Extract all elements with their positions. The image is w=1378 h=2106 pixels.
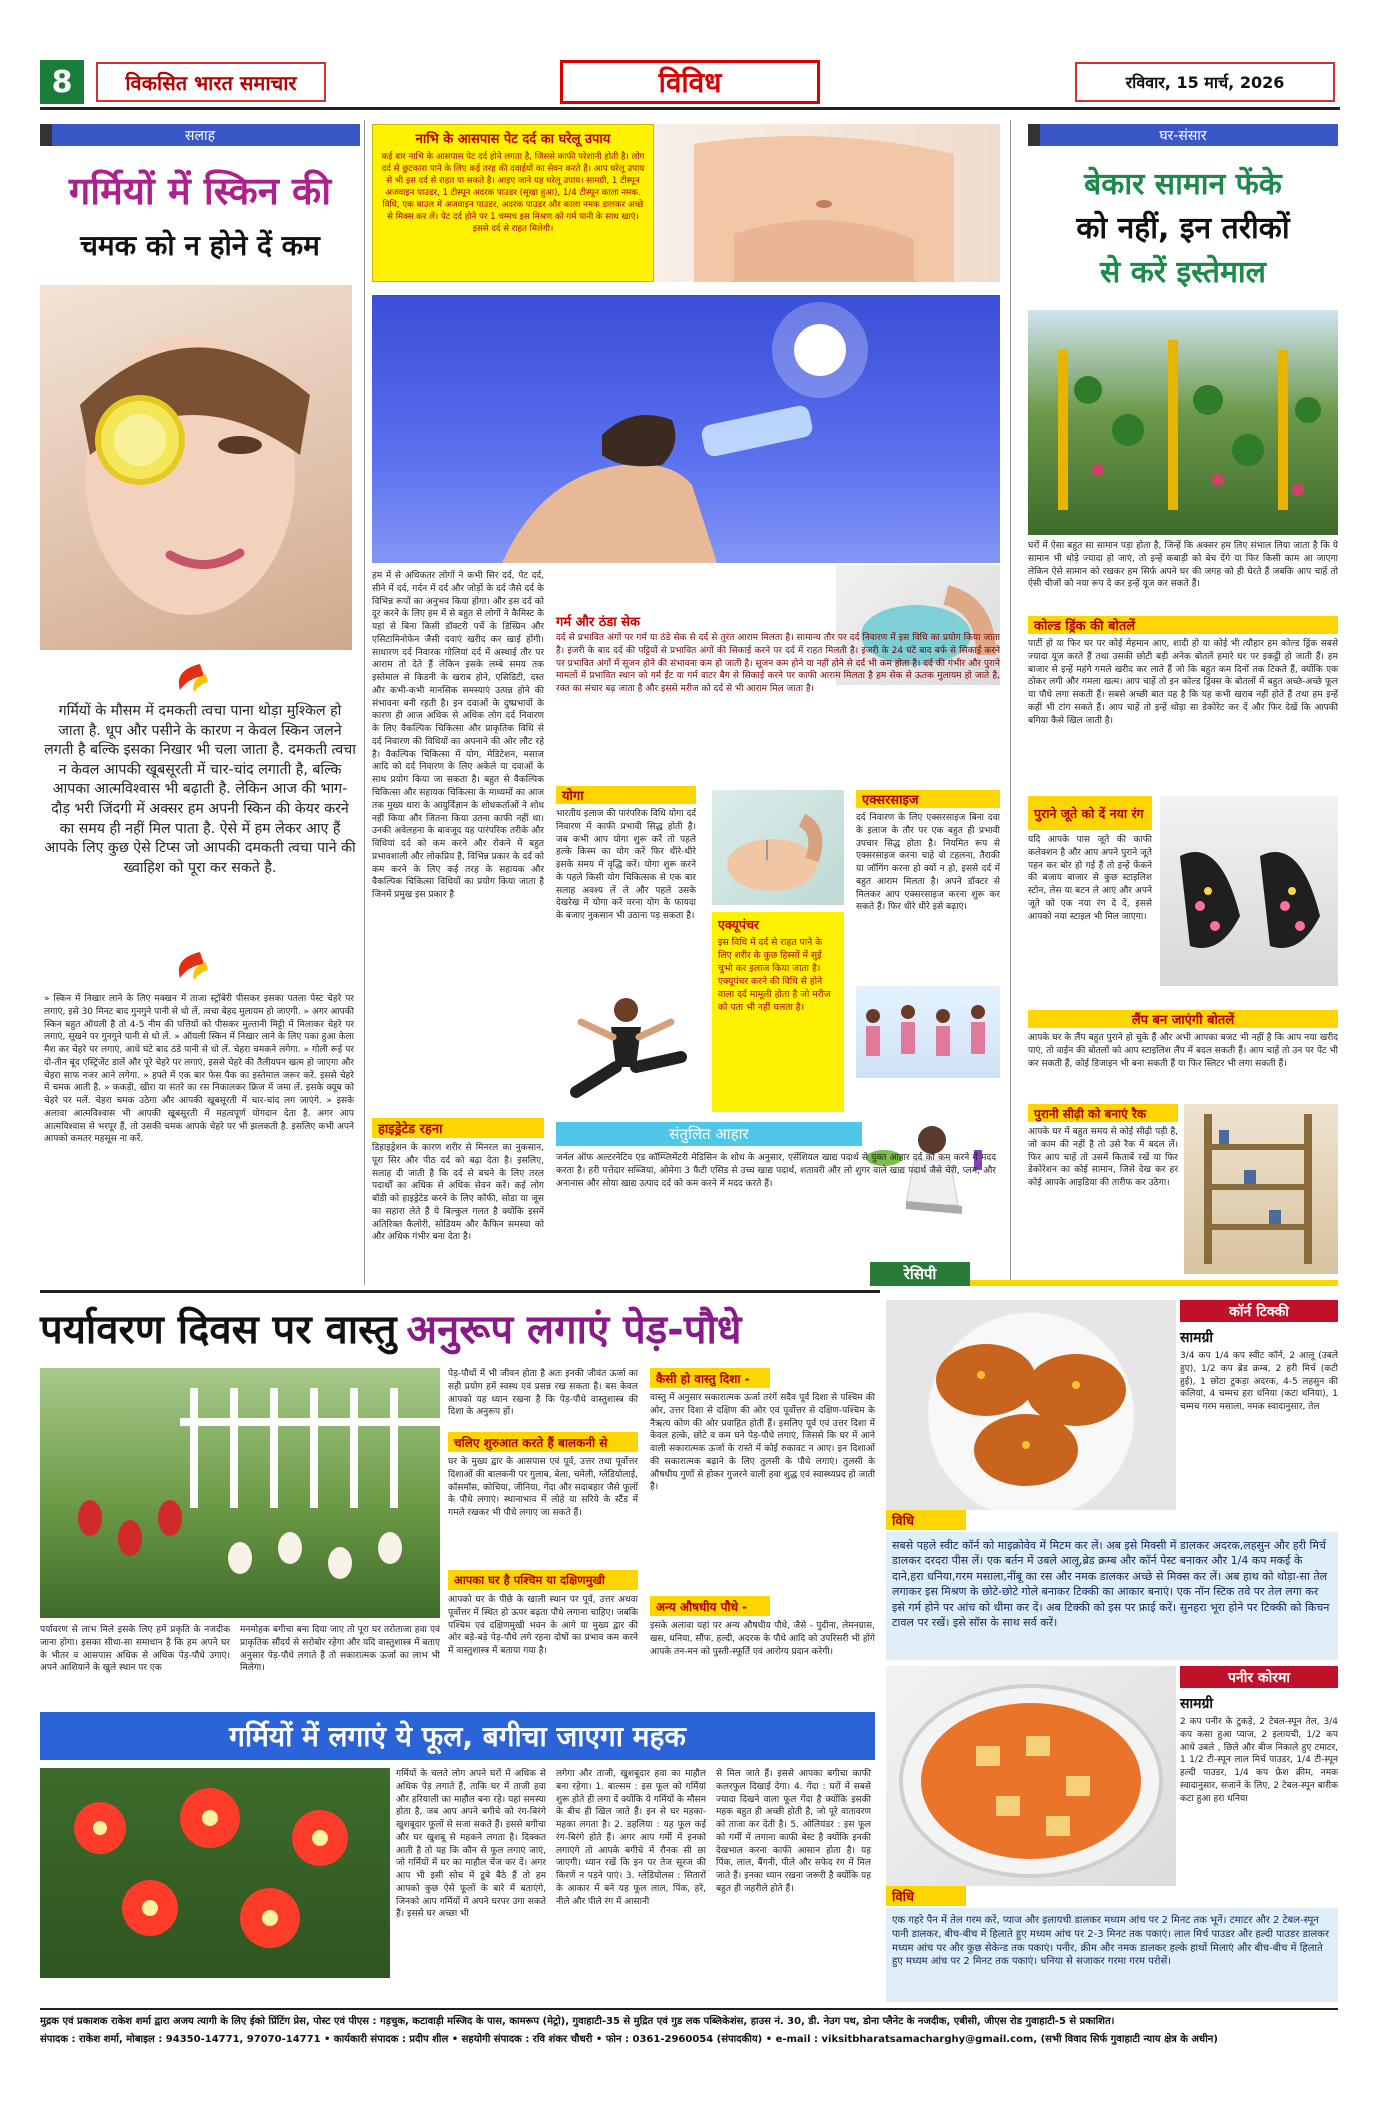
corn-tikki-ingredients-heading: सामग्री: [1180, 1330, 1213, 1346]
lamp-bottles-heading: लैंप बन जाएंगी बोतलें: [1028, 1010, 1338, 1028]
vastu-direction-body: वास्तु में अनुसार सकारात्मक ऊर्जा तरंगें सदैव पूर्व दिशा से पश्चिम की ओर, उत्तर दिशा से दक्षिण की ओर एवं पूर्वोत्तर से दक्षिण-पश्चिम के नैऋत्य कोण की ओर प्रवाहित होती हैं। इसलिए पूर्व एवं उत्तर दिशा में केवल हल्के, छोटे व कम घने पेड़-पौधे लगाएं, जिससे कि घर में आने वाली सकारात्मक ऊर्जा के रास्ते में कोई रुकावट न आए। इन दिशाओं की सकारात्मक बढ़ाने के लिए तुलसी के पौधे लगाएं। तुलसी के औषधीय गुणों से होकर गुजरने वाली हवा शुद्ध एवं स्वास्थ्यप्रद हो जाती है।: [650, 1393, 875, 1493]
waste-headline-3: से करें इस्तेमाल: [1099, 255, 1267, 290]
corn-tikki-title: कॉर्न टिक्की: [1180, 1300, 1338, 1322]
column-divider: [1010, 120, 1011, 1285]
old-shoes-heading: पुराने जूते को दें नया रंग: [1028, 796, 1152, 830]
balcony-heading: चलिए शुरुआत करते हैं बालकनी से: [448, 1432, 638, 1452]
drinking-water-photo: [372, 295, 1000, 563]
diet-heading: संतुलित आहार: [556, 1122, 862, 1146]
acupuncture-box: [712, 912, 844, 1112]
hot-cold-body: दर्द से प्रभावित अंगों पर गर्म या ठंडे सेक से दर्द से तुरंत आराम मिलता है। सामान्य तौर पर दर्द निवारण में इस विधि का प्रयोग किया जाता है। इंजरी के बाद दर्द की पट्टियों से प्रभावित अंगों की सिकाई करने पर दर्द में राहत मिलती है। इंजरी के 24 घंटे बाद बर्फ से सिकाई करने पर प्रभावित अंगों में सूजन होने की संभावना कम हो जाती है। सूजन कम होने या नहीं होने से दर्द भी कम होता है। दर्द की गंभीर और पुराने मामलों में प्रभावित स्थान को गर्म ईंट या गर्म वाटर बैग से सिकाई करने पर काफी आराम मिलता है हम सेक से ऊतक मुलायम हो जाते है, रक्त का संचार बढ़ जाता है और इससे मरीज को दर्द से भी आराम मिल जाता है।: [556, 633, 1000, 695]
skin-headline-1: गर्मियों में स्किन की: [68, 169, 332, 213]
diet-body: जर्नल ऑफ अल्टरनेटिव एंड कॉम्प्लिमेंटरी मेडिसिन के शोध के अनुसार, एसेंशियल खाद्य पदार्थ से युक्त आहार दर्द को कम करने में मदद करता है। हरी पत्तेदार सब्जियां, ओमेगा 3 फैटी एसिड से उच्च खाद्य पदार्थ, शतावरी और लो शुगर वाले खाद्य पदार्थ जैसे चेरी, प्लम, और अनानास और सोया खाद्य उत्पाद दर्द को कम करने में मदद करते हैं।: [556, 1153, 996, 1189]
flowers-col2: लगेगा और ताजी, खुशबूदार हवा का माहौल बना रहेगा। 1. बाल्सम : इस फूल को गर्मियां शुरू होते ही लगा दें क्योंकि ये गर्मियों के मौसम के बीच ही खिल जाते हैं। इन से घर महका-महका लगता है। 2. डहलिया : यह फूल कई रंग-बिरंगे होते हैं। अगर आप गर्मी में इनको लगाएंगे तो आपके बगीचे में रौनक सी छा जाएगी। ध्यान रखें कि इन पर तेज सूरज की किरणें न पड़ने पाएं। 3. ग्लेडियोलस : सितारों के आकार में बने यह फूल लाल, पिंक, हरे, नीले और पीले रंग में आसानी: [556, 1769, 706, 1907]
flowers-col1: गर्मियों के चलते लोग अपने घरों में अधिक से अधिक पेड़ लगाते हैं, ताकि घर में ताजी हवा और हरियाली का माहौल बना रहे। यहां समस्या होता है, जब आप अपने बगीचे को रंग-बिरंगे खुशबूदार फूलों से सजा सकते हैं। इससे बगीचा और घर खुशबू से महकने लगता है। दिक्कत आती है तो यह कि कौन से फूल लगाएं जाएं, जो गर्मियों में घर का माहौल चेंज कर दें। अगर आप भी इसी सोच में डूबे बैठे हैं तो हम आपको कुछ ऐसे फूलों के बारे में बताएंगे, जिनको आप गर्मियों में अपने घरपर उगा सकते हैं। इससे घर अच्छा भी: [396, 1769, 546, 1920]
column-divider: [364, 120, 365, 1285]
paneer-korma-method-heading: विधि: [886, 1886, 966, 1906]
exercise-heading: एक्सरसाइज: [856, 790, 1000, 808]
ladder-rack-heading: पुरानी सीढ़ी को बनाएं रैक: [1028, 1104, 1178, 1122]
hydration-heading: हाइड्रेटेड रहना: [372, 1118, 544, 1138]
decorated-shoes-photo: [1160, 796, 1338, 986]
corn-tikki-ingredients: 3/4 कप 1/4 कप स्वीट कॉर्न, 2 आलू (उबले हुए), 1/2 कप ब्रेड क्रम्ब, 2 हरी मिर्च (कटी हुई), 1 छोटा टुकड़ा अदरक, 4-5 लहसुन की कलियां, 4 चम्मच हरा धनिया (कटा धनिया), 1 चम्मच गरम मसाला, नमक स्वादानुसार, तेल: [1180, 1351, 1338, 1413]
vastu-col3: पेड़-पौधों में भी जीवन होता है अतः इनकी जीवंत ऊर्जा का सही प्रयोग हमें स्वस्थ एवं प्रसन्न रख सकता है। बस केवल आपको यह ध्यान रखना है कि पेड़-पौधे वास्तुशास्त्र की दिशा के अनुरूप हों।: [448, 1369, 638, 1418]
skin-tips-body: » स्किन में निखार लाने के लिए मक्खन में ताजा स्ट्रॉबेरी पीसकर इसका पतला पेस्ट चेहरे पर लगाएं, इसे 30 मिनट बाद गुनगुने पानी से धो लें, त्वचा बेहद मुलायम हो जाएगी. » अगर आपकी स्किन बहुत ऑयली है तो 4-5 नीम की पत्तियों को पीसकर मुल्तानी मिट्टी में मिलाकर चेहरे पर लगाएं, सूखने पर गुनगुने पानी से धो लें. » ऑयली स्किन में निखार लाने के लिए पका हुआ केला मैश कर चेहरे पर लगाएं, आधे घंटे बाद ठंडे पानी से धो लें. चेहरा चमकने लगेगा. » गोली रूई पर दो-तीन बूंद एस्ट्रिंजेंट डालें और पूरे चेहरे पर लगाएं, इससे चेहरे की तैलीयपन खत्म हो जाएगा और चेहरा साफ नजर आने लगेगा. » हफ्ते में एक बार फेस पैक का इस्तेमाल जरूर करें. इससे चेहरे में चमक आती है. » ककड़ी, खीरा या संतरे का रस निकालकर फ्रिज में जमा लें. इसके क्यूब को चेहरे पर मलें. चेहरा चमक उठेगा और आपकी खूबसूरती में चार-चांद लग जाएंगे. » इसके अलावा आत्मविश्वास भी आपकी खूबसूरती में महत्वपूर्ण योगदान देता है. अगर आप आत्मविश्वास से भरपूर हैं, तो उसकी चमक आपके चेहरे पर भी झलकती है. इसलिए कभी अपने आपको कमतर महसूस ना करें.: [44, 994, 354, 1145]
yoga-body: भारतीय इलाज की पारंपरिक विधि योगा दर्द निवारण में काफी प्रभावी सिद्ध होती है। जब कभी आप योगा शुरू करें तो पहले हल्के किस्म का योग करें फिर धीरे-धीरे इसके समय में वृद्धि करें। योगा शुरू करने के पहले किसी योग चिकित्सक से एक बार सलाह अवश्य लें ले और पहले उसके देखरेख में योगा करें वरना योग के फायदा के बजाए नुकसान भी उठाना पड़ सकता है।: [556, 809, 696, 922]
skin-intro: गर्मियों के मौसम में दमकती त्वचा पाना थोड़ा मुश्किल हो जाता है. धूप और पसीने के कारण न केवल स्किन जलने लगती है बल्कि इसका निखार भी चला जाता है. दमकती त्वचा न केवल आपकी खूबसूरती में चार-चांद लगाती है, बल्कि आपका आत्मविश्वास भी बढ़ाती है. लेकिन आज की भाग-दौड़ भरी जिंदगी में अक्सर हम अपनी स्किन की केयर करने का समय ही नहीं मिल पाता है. ऐसे में हम लेकर आए हैं आपके लिए कुछ ऐसे टिप्स जो आपकी दमकती त्वचा पाने की ख्वाहिश को पूरा कर सकते है.: [44, 703, 356, 876]
stomach-pain-photo: [654, 124, 1000, 282]
navel-body: कई बार नाभि के आसपास पेट दर्द होने लगता है, जिससे काफी परेशानी होती है। लोग दर्द से छुटकारा पाने के लिए कई तरह की दवाईयों का सेवन करते है। आप घरेलू उपाय से भी इस दर्द से राहत पा सकते है। आइए जाने यह घरेलू उपाय। सामग्री, 1 टीस्पून अजवाइन पाउडर, 1 टीस्पून अदरक पाउडर (सूखा हुआ), 1/4 टीस्पून काला नमक. विधि, एक बाउल में अजवाइन पाउडर, अदरक पाउडर और काला नमक डालकर अच्छे से मिक्स कर लें। पेट दर्द होने पर 1 चम्मच इस मिश्रण को गर्म पानी के साथ खाएं। इससे दर्द से राहत मिलेगी।: [381, 152, 645, 235]
footer-imprint: मुद्रक एवं प्रकाशक राकेश शर्मा द्वारा अजय त्यागी के लिए ईको प्रिंटिंग प्रेस, पोस्ट एवं पीएस : गड़चुक, कटावाड़ी मस्जिद के पास, कामरूप (मेट्रो), गुवाहाटी-35 से मुद्रित एवं गुड लक पब्लिकेशंस, हाउस नं. 30, डी. नेउग पथ, डोना प्लैनेट के नजदीक, एबीसी, जीएस रोड गुवाहाटी-5 से प्रकाशित।: [40, 2016, 1115, 2027]
woman-lemon-photo: [40, 285, 352, 650]
section-rule: [40, 1290, 880, 1293]
medicinal-plants-heading: अन्य औषधीय पौधे -: [650, 1596, 770, 1616]
tulip-garden-photo: [40, 1368, 440, 1618]
navel-remedy-box: [372, 124, 654, 282]
pain-relief-intro: हम में से अधिकतर लोगों ने कभी सिर दर्द, पेट दर्द, सीने में दर्द, गर्दन में दर्द और जोड़ों के दर्द जैसे दर्द के विभिन्न रूपों का अनुभव किया होगा। और इस दर्द को दूर करने के लिए हम में से बहुत से लोगों ने कैमिस्ट के यहां से बिना किसी डॉक्टरी पर्चे के डिस्प्रिन और एसिटामिनोफेन जैसी दवाएं खरीद कर खाई होंगी। साधारण दर्द निवारक गोलियां दर्द में अस्थाई तौर पर आराम तो देते हैं लेकिन इसके लम्बे समय तक इस्तेमाल से किडनी के खराब होने, एसिडिटी, दस्त और कभी-कभी मानसिक समस्याएं उत्पन्न होने की संभावना बनी रहती है। इन दवाओं के दुष्प्रभावों के कारण ही आज अधिक से अधिक लोग दर्द निवारण के लिए वैकल्पिक चिकित्सा और प्राकृतिक विधि से दर्द निवारण की विधियों का अपनाने की ओर लौट रहे है। वैकल्पिक चिकित्सा में योग, मेडिटेशन, मसाज आदि को दर्द निवारण के लिए अकेले या दवाओं के साथ प्रयोग किया जा सकता है। बहुत से वैकल्पिक चिकित्सा और सहायक चिकित्सा के माध्यमों का आज तक मुख्य धारा के आयुर्विज्ञान के शोधकर्ताओं ने शोध नहीं किया और जितना किया उतना काफी नहीं था। उनकी अवेलहना के बावजूद यह पारंपरिक तरीके और विधियां दर्द को कम करने और रोकने में बहुत प्रभावशाली और लोकप्रिय है, विभिन्न प्रकार के दर्द को कम करने के लिए कई तरह के सहायक और वैकल्पिक चिकित्सा विधियों का प्रयोग किया जाता है जिनमें प्रमुख इस प्रकार है: [372, 571, 544, 901]
corn-tikki-photo: [886, 1300, 1176, 1510]
west-south-body: आपको घर के पीछे के खाली स्थान पर पूर्व, उत्तर अथवा पूर्वोत्तर में स्थित हो ऊपर बढ़ता पौधे लगाना चाहिए। जबकि पश्चिम एवं दक्षिणमुखी भवन के आगे या मुख्य द्वार की ओर बड़े-बड़े पेड़-पौधे लगे रहना दोषों का प्रभाव कम करने में वास्तुशास्त्र में बताया गया है।: [448, 1595, 638, 1657]
vastu-intro-col1: पर्यावरण से लाभ मिले इसके लिए हमें प्रकृति के नजदीक जाना होगा। इसका सीधा-सा समाधान है कि हम अपने घर के भीतर व आसपास अधिक से अधिक पेड़-पौधे उगाएं। अपने आशियाने के खुले स्थान पर एक: [40, 1625, 230, 1674]
balcony-body: घर के मुख्य द्वार के आसपास एवं पूर्व, उत्तर तथा पूर्वोत्तर दिशाओं की बालकनी पर गुलाब, बेला, चमेली, ग्लेडियोलाई, कॉसमॉस, कोचिया, जीनिया, गेंदा और सदाबहार जैसे फूलों के पौधे लगाएं। स्थानाभाव में लोहे या सरिये के स्टैंड में गमले रखकर भी पौधे लगाए जा सकते हैं।: [448, 1457, 638, 1519]
yoga-pose-photo: [556, 982, 696, 1112]
label-marker: [40, 124, 52, 146]
acupuncture-heading: एक्यूपंचर: [718, 917, 760, 932]
waste-headline-2: को नहीं, इन तरीकों: [1076, 211, 1290, 246]
skin-section-label: सलाह: [40, 124, 360, 146]
paneer-korma-photo: [886, 1666, 1176, 1886]
flowers-col3: से मिल जाते हैं। इससे आपका बगीचा काफी कलरफुल दिखाई देगा। 4. गेंदा : घरों में सबसे ज्यादा दिखने वाला फूल गेंदा है क्योंकि इसकी महक बहुत ही अच्छी होती है, जो पूरे वातावरण को ताजा कर देती है। 5. ओलियंडर : इस फूल को गर्मी में लगाना काफी बेस्ट है क्योंकि इनकी देखभाल करना काफी आसान होता है। यह पिंक, लाल, बैंगनी, पीले और सफेद रंग में मिल जाते हैं। इनका ध्यान रखना जरूरी है क्योंकि यह बहुत ही जहरीले होते हैं।: [716, 1769, 871, 1894]
paneer-korma-ingredients-heading: सामग्री: [1180, 1696, 1213, 1712]
vastu-headline-part-2: अनुरूप लगाएं पेड़-पौधे: [406, 1306, 742, 1353]
decorative-swirl-icon: [170, 948, 210, 982]
corn-tikki-method: सबसे पहले स्वीट कॉर्न को माइक्रोवेव में मिटम कर लें। अब इसे मिक्सी में डालकर अदरक,लहसुन और हरी मिर्च डालकर दरदरा पीस लें। एक बर्तन में उबले आलू,ब्रेड क्रम्ब और कॉर्न पेस्ट बनाकर और 1/4 कप मकई के दाने,हरा धनिया,गरम मसाला,नींबू का रस और नमक डालकर अच्छे से मिक्स कर लें। अब हाथ को थोड़ा-सा तेल लगाकर इस मिश्रण के छोटे-छोटे गोले बनाकर टिक्की का आकार बनाएं। एक नॉन स्टिक तवे पर तेल लगा कर इसे गर्म होने पर आंच को धीमा कर दें। अब टिक्की को इस पर फ्राई करें। सुनहरा भूरा होने पर टिक्की को किचन टावल पर रखें। इसे सॉस के साथ सर्व करें।: [886, 1532, 1338, 1660]
recipe-label: रेसिपी: [870, 1262, 970, 1286]
newspaper-name: विकसित भारत समाचार: [96, 62, 326, 102]
exercise-class-photo: [856, 986, 1000, 1078]
hydration-body: डिहाइड्रेशन के कारण शरीर से मिनरल का नुकसान, पूरा सिर और पीठ दर्द को बढ़ा देता है। इसलिए, सलाह दी जाती है कि दर्द से बचने के लिए तरल पदार्थों का अधिक से अधिक सेवन करें। कई लोग बॉडी को हाइड्रेटेड करने के लिए कॉफी, सोडा या जूस का सहारा लेते हैं ये बिल्कुल गलत है क्योंकि इसमें अतिरिक्त कैलोरी, सोडियम और कैफिन समस्या को और अधिक गंभीर बना देता है।: [372, 1143, 544, 1243]
cold-drink-heading: कोल्ड ड्रिंक की बोतलें: [1028, 616, 1338, 634]
ladder-rack-body: आपके घर में बहुत समय से कोई सीढ़ी पड़ी है, जो काम की नहीं है तो उसे रैक में बदल लें। फिर आप चाहें तो उसमें किताबें रखें या फिर डेकोरेशन का कोई सामान, जिसे देख कर हर कोई आपके आइडिया की तारीफ कर उठेगा।: [1028, 1127, 1178, 1189]
cold-drink-body: पार्टी हो या फिर घर पर कोई मेहमान आए, शादी हो या कोई भी त्यौहार हम कोल्ड ड्रिंक सबसे ज्यादा यूज करते हैं तथा उसकी छोटी बड़ी अनेक बोतलें हमारे घर पर इकट्ठी हो जाती हैं। हम बाजार से इन्हें महंगे गमले खरीद कर लाते हैं जो कि बहुत कम दिनों तक टिकते हैं, क्योंकि एक ठोकर लगी और गमला खत्म। आप चाहें तो इन कोल्ड ड्रिंक्स के बोतलों में बहुत अच्छे-अच्छे फूल या पौधे लगा सकती हैं। सबसे अच्छी बात यह है कि यह कभी खराब नहीं होते हैं तथा हम इन्हें कहीं भी टांग सकते हैं। आप चाहें तो इन्हें थोड़ा सा डेकोरेट कर दें और फिर देखें कि आपकी बगिया कैसे खिल जाती है।: [1028, 639, 1338, 726]
paneer-korma-ingredients: 2 कप पनीर के टुकड़े, 2 टेबल-स्पून तेल, 3/4 कप कसा हुआ प्याज, 2 इलायची, 1/2 कप आधे उबले , छिले और बीज निकाले हुए टमाटर, 1 1/2 टी-स्पून लाल मिर्च पाउडर, 1/4 टी-स्पून हल्दी पाउडर, 1/4 कप फ्रेश क्रीम, नमक स्वादानुसार, सजाने के लिए, 2 टेबल-स्पून बारीक कटा हुआ हरा धनिया: [1180, 1717, 1338, 1804]
footer-rule: [40, 2008, 1338, 2010]
flowers-headline: गर्मियों में लगाएं ये फूल, बगीचा जाएगा महक: [40, 1712, 875, 1760]
vastu-headline: [40, 1295, 880, 1359]
acupuncture-photo: [712, 790, 844, 905]
section-title: विविध: [560, 60, 820, 104]
corn-tikki-method-heading: विधि: [886, 1510, 966, 1530]
paneer-korma-title: पनीर कोरमा: [1180, 1666, 1338, 1688]
old-shoes-body: यदि आपके पास जूते की काफी कलेक्शन है और आप अपने पुराने जूते पहन कर बोर हो गई हैं तो इन्हें फेंकने की बजाय बाजार से कुछ स्टाइलिश स्टोन, लेस या बटन ले आएं और अपने जूते को एक नया रंग दे दें, इससे आपको नया स्टाइल भी मिल जाएगा।: [1028, 835, 1152, 922]
waste-headline-1: बेकार सामान फेंके: [1084, 167, 1282, 202]
navel-title: नाभि के आसपास पेट दर्द का घरेलू उपाय: [415, 132, 611, 147]
vastu-intro-col2: मनमोहक बगीचा बना दिया जाए तो पूरा घर तरोताजा हवा एवं प्राकृतिक सौंदर्य से सरोबोर रहेगा और यदि वास्तुशास्त्र में बताए अनुसार पेड़-पौधे लगाते हैं तो सकारात्मक ऊर्जा का लाभ भी मिलेगा।: [240, 1625, 440, 1674]
skin-headline-2: चमक को न होने दें कम: [80, 229, 320, 262]
bottle-garden-photo: [1028, 310, 1338, 535]
yoga-heading: योगा: [556, 786, 696, 804]
lamp-bottles-body: आपके घर के लैंप बहुत पुराने हो चुके हैं और अभी आपका बजट भी नहीं है कि आप नया खरीद पाएं, तो वाईन की बोतलों को आप स्टाइलिश लैंप में बदल सकती हैं। आप चाहें तो उन पर पेंट भी कर सकती हैं, कोई डिजाइन भी बना सकती हैं या फिर स्लिटर भी लगा सकती हैं।: [1028, 1033, 1338, 1069]
decorative-swirl-icon: [170, 660, 210, 694]
issue-date: रविवार, 15 मार्च, 2026: [1075, 62, 1335, 102]
vastu-headline-part-1: पर्यावरण दिवस पर वास्तु: [40, 1306, 397, 1353]
footer-editorial: संपादक : राकेश शर्मा, मोबाइल : 94350-14771, 97070-14771 • कार्यकारी संपादक : प्रदीप शील • सहयोगी संपादक : रवि शंकर चौधरी • फोन : 0361-2960054 (संपादकीय) • e-mail : viksitbharatsamacharghy@gmail.com, (सभी विवाद सिर्फ गुवाहाटी न्याय क्षेत्र के अधीन): [40, 2034, 1218, 2045]
vastu-direction-heading: कैसी हो वास्तु दिशा -: [650, 1368, 770, 1388]
home-section-label: घर-संसार: [1028, 124, 1338, 146]
west-south-heading: आपका घर है पश्चिम या दक्षिणमुखी: [448, 1570, 638, 1590]
label-marker: [1028, 124, 1040, 146]
exercise-body: दर्द निवारण के लिए एक्सरसाइज बिना दवा के इलाज के तौर पर एक बहुत ही प्रभावी उपचार सिद्ध होता है। नियमित रूप से एक्सरसाइज करना चाहे वो टहलना, तैराकी या जॉगिंग करना हो क्यों न हो, इससे दर्द में बहुत आराम मिलता है। अपने डॉक्टर से मिलकर आप एक्सरसाइज करना शुरू कर सकते हैं। फिर धीरे धीरे इसे बढ़ाएं।: [856, 813, 1000, 913]
paneer-korma-method: एक गहरे पैन में तेल गरम करें, प्याज और इलायची डालकर मध्यम आंच पर 2 मिनट तक भूनें। टमाटर और 2 टेबल-स्पून पानी डालकर, बीच-बीच में हिलाते हुए मध्यम आंच पर 2-3 मिनट तक पकाएं। लाल मिर्च पाउडर और हल्दी पाउडर डालकर मध्यम आंच पर और कुछ सेकेन्ड तक पकाएं। पनीर, क्रीम और नमक डालकर हल्के हाथों मिलाएं और बीच-बीच में हिलाते हुए मध्यम आंच पर 2 मिनट तक पकाएं। धनिया से सजाकर गरमा गरम परोसें।: [886, 1908, 1338, 2002]
page-number: 8: [40, 60, 84, 104]
hot-cold-heading: गर्म और ठंडा सेक: [556, 615, 640, 630]
medicinal-plants-body: इसके अलावा यहां पर अन्य औषधीय पौधे, जैसे - पुदीना, लेमनग्रास, खस, धनिया, सौंफ, हल्दी, अदरक के पौधे आदि को उपरिसरी भी होंगे आपके तन-मन को पुस्ती-स्फूर्ति एवं आरोग्य प्रदान करेगी।: [650, 1621, 875, 1657]
recipe-rule: [970, 1280, 1338, 1286]
red-flowers-photo: [40, 1768, 390, 1978]
waste-intro: घरों में ऐसा बहुत सा सामान पड़ा होता है, जिन्हें कि अक्सर हम लिए संभाल लिया जाता है कि ये सामान भी थोड़े ज्यादा हो जाएं, तो इन्हें कबाड़ी को बेच देंगे या फिर किसी काम आ जाएगा लेकिन ऐसे सामान को रखकर हम सिर्फ अपने घर की जगह को ही घेरते हैं जबकि आप चाहें तो ऐसी चीजों को नया रूप दे कर इन्हें यूज कर सकते हैं।: [1028, 541, 1338, 590]
acupuncture-body: इस विधि में दर्द से राहत पाने के लिए शरीर के कुछ हिस्सों में सुई चुभो कर इलाज किया जाता है। एक्यूपंचर करने की विधि से होने वाला दर्द मामूली होता है जो मरीज को पता भी नहीं चलता है।: [718, 937, 831, 1014]
ladder-shelf-photo: [1184, 1104, 1338, 1274]
